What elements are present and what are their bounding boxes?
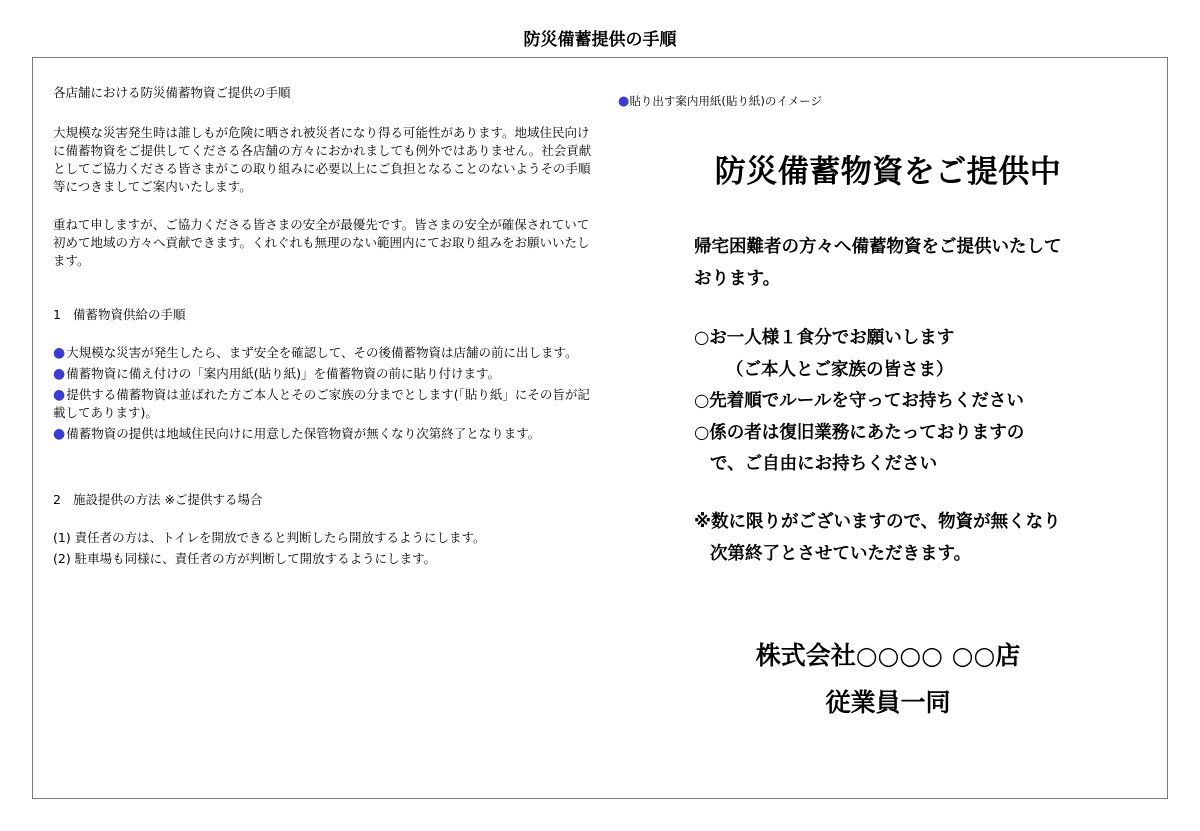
list-item: (1) 責任者の方は、トイレを開放できると判断したら開放するようにします。	[53, 530, 486, 545]
staff-signature: 従業員一同	[825, 688, 951, 717]
section-1-number: 1	[53, 307, 61, 322]
bullet-dot-icon: ●	[53, 345, 66, 361]
bullet-dot-icon: ●	[53, 387, 66, 403]
list-item: (2) 駐車場も同様に、責任者の方が判断して開放するようにします。	[53, 551, 437, 566]
section-2-title: 施設提供の方法 ※ご提供する場合	[73, 492, 263, 507]
safety-paragraph: 重ねて申しますが、ご協力くださる皆さまの安全が最優先です。皆さまの安全が確保されていて初めて地域の方々へ貢献できます。くれぐれも無理のない範囲内にてお取り組みをお願いいたします。	[53, 217, 590, 268]
notice-note-line: 次第終了とさせていただきます。	[710, 543, 972, 564]
notice-rule: ○先着順でルールを守ってお持ちください	[694, 391, 1024, 411]
list-item: ●備蓄物資の提供は地域住民向けに用意した保管物資が無くなり次第終了となります。	[53, 426, 541, 442]
notice-intro	[694, 232, 1154, 295]
section-1-heading	[53, 306, 598, 324]
notice-caption: ●貼り出す案内用紙(貼り紙)のイメージ	[618, 94, 822, 109]
notice-title: 防災備蓄物資をご提供中	[714, 154, 1062, 190]
bullet-dot-icon: ●	[618, 94, 630, 109]
notice-rule: ○お一人様１食分でお願いします	[694, 328, 955, 348]
intro-heading: 各店舗における防災備蓄物資ご提供の手順	[53, 85, 291, 100]
list-item: ●備蓄物資に備え付けの「案内用紙(貼り紙)」を備蓄物資の前に貼り付けます。	[53, 366, 500, 382]
intro-paragraph: 大規模な災害発生時は誰しもが危険に晒され被災者になり得る可能性があります。地域住民向けに備蓄物資をご提供してくださる各店舗の方々におかれましても例外ではありません。社会貢献としてご協力くださる皆さまがこの取り組みに必要以上にご負担となることのないようその手順等につきましてご案内いたします。	[53, 125, 592, 194]
notice-intro-line: おります。	[694, 268, 781, 289]
notice-column	[618, 92, 1158, 717]
list-item: ●大規模な災害が発生したら、まず安全を確認して、その後備蓄物資は店舗の前に出します。	[53, 345, 578, 361]
bullet-dot-icon: ●	[53, 366, 66, 382]
notice-rules	[694, 323, 1154, 481]
notice-note-line: ※数に限りがございますので、物資が無くなり	[694, 512, 1061, 532]
notice-rule-sub: （ご本人とご家族の皆さま）	[726, 359, 954, 380]
notice-rule: ○係の者は復旧業務にあたっておりますの	[694, 422, 1025, 443]
notice-rule-cont: で、ご自由にお持ちください	[710, 454, 938, 474]
bullet-dot-icon: ●	[53, 426, 66, 442]
notice-intro-line: 帰宅困難者の方々へ備蓄物資をご提供いたして	[694, 237, 1062, 257]
page-title: 防災備蓄提供の手順	[523, 30, 677, 50]
notice-note	[694, 507, 1154, 570]
section-2-heading	[53, 491, 598, 509]
procedure-column	[53, 84, 598, 571]
store-name: 株式会社○○○○ ○○店	[755, 641, 1021, 670]
section-2-number: 2	[53, 492, 61, 507]
list-item: ●提供する備蓄物資は並ばれた方ご本人とそのご家族の分までとします(「貼り紙」にその旨が記載してあります)。	[53, 387, 590, 420]
section-1-title: 備蓄物資供給の手順	[73, 307, 186, 322]
